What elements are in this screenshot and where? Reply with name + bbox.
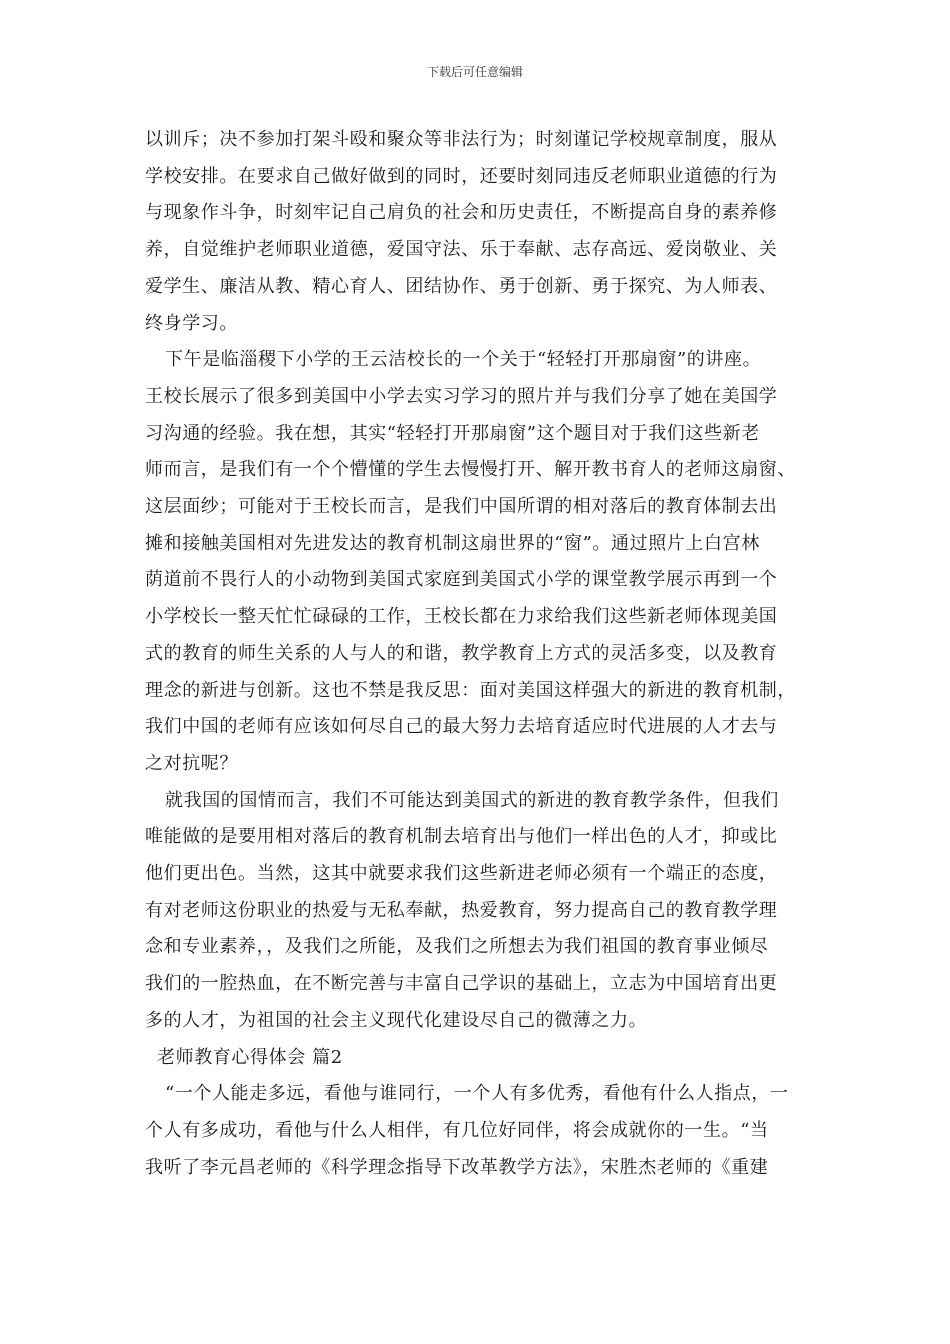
text-line: 爱学生、廉洁从教、精心育人、团结协作、勇于创新、勇于探究、为人师表、 [145, 275, 778, 297]
text-line: 学校安排。在要求自己做好做到的同时，还要时刻同违反老师职业道德的行为 [145, 165, 778, 187]
text-line: 式的教育的师生关系的人与人的和谐，教学教育上方式的灵活多变，以及教育 [145, 642, 778, 664]
text-line: 师而言，是我们有一个个懵懂的学生去慢慢打开、解开教书育人的老师这扇窗、 [145, 459, 796, 481]
text-line: 与现象作斗争，时刻牢记自己肩负的社会和历史责任，不断提高自身的素养修 [145, 202, 778, 224]
text-line: 个人有多成功，看他与什么人相伴，有几位好同伴，将会成就你的一生。“当 [145, 1119, 769, 1141]
text-line: 之对抗呢？ [145, 752, 238, 774]
text-line: 养，自觉维护老师职业道德，爱国守法、乐于奉献、志存高远、爱岗敬业、关 [145, 239, 778, 261]
text-line: 以训斥；决不参加打架斗殴和聚众等非法行为；时刻谨记学校规章制度，服从 [145, 129, 778, 150]
text-line: 我听了李元昌老师的《科学理念指导下改革教学方法》，宋胜杰老师的《重建 [145, 1156, 769, 1178]
text-line: 摊和接触美国相对先进发达的教育机制这扇世界的“窗”。通过照片上白宫林 [145, 532, 760, 554]
text-line: 有对老师这份职业的热爱与无私奉献，热爱教育，努力提高自己的教育教学理 [145, 899, 778, 921]
text-line: 多的人才，为祖国的社会主义现代化建设尽自己的微薄之力。 [145, 1009, 648, 1031]
text-line: 王校长展示了很多到美国中小学去实习学习的照片并与我们分享了她在美国学 [145, 385, 778, 407]
paragraph-start-line: “一个人能走多远，看他与谁同行，一个人有多优秀，看他有什么人指点，一 [165, 1083, 789, 1105]
text-line: 他们更出色。当然，这其中就要求我们这些新进老师必须有一个端正的态度， [145, 863, 778, 884]
text-line: 这层面纱；可能对于王校长而言，是我们中国所谓的相对落后的教育体制去出 [145, 496, 778, 517]
header-note: 下载后可任意编辑 [426, 65, 523, 79]
text-line: 念和专业素养，，及我们之所能，及我们之所想去为我们祖国的教育事业倾尽 [145, 936, 769, 958]
text-line: 唯能做的是要用相对落后的教育机制去培育出与他们一样出色的人才，抑或比 [145, 826, 778, 848]
text-line: 我们中国的老师有应该如何尽自己的最大努力去培育适应时代进展的人才去与 [145, 716, 778, 738]
text-line: 习沟通的经验。我在想，其实“轻轻打开那扇窗”这个题目对于我们这些新老 [145, 422, 760, 444]
text-line: 荫道前不畏行人的小动物到美国式家庭到美国式小学的课堂教学展示再到一个 [145, 569, 778, 591]
section-heading: 老师教育心得体会 篇2 [157, 1046, 343, 1068]
text-line: 我们的一腔热血，在不断完善与丰富自己学识的基础上，立志为中国培育出更 [145, 973, 778, 995]
text-line: 小学校长一整天忙忙碌碌的工作，王校长都在力求给我们这些新老师体现美国 [145, 606, 778, 628]
paragraph-start-line: 就我国的国情而言，我们不可能达到美国式的新进的教育教学条件，但我们 [165, 789, 779, 811]
text-line: 终身学习。 [145, 312, 238, 334]
paragraph-start-line: 下午是临淄稷下小学的王云洁校长的一个关于“轻轻打开那扇窗”的讲座。 [165, 349, 762, 371]
text-line: 理念的新进与创新。这也不禁是我反思：面对美国这样强大的新进的教育机制， [145, 679, 796, 701]
